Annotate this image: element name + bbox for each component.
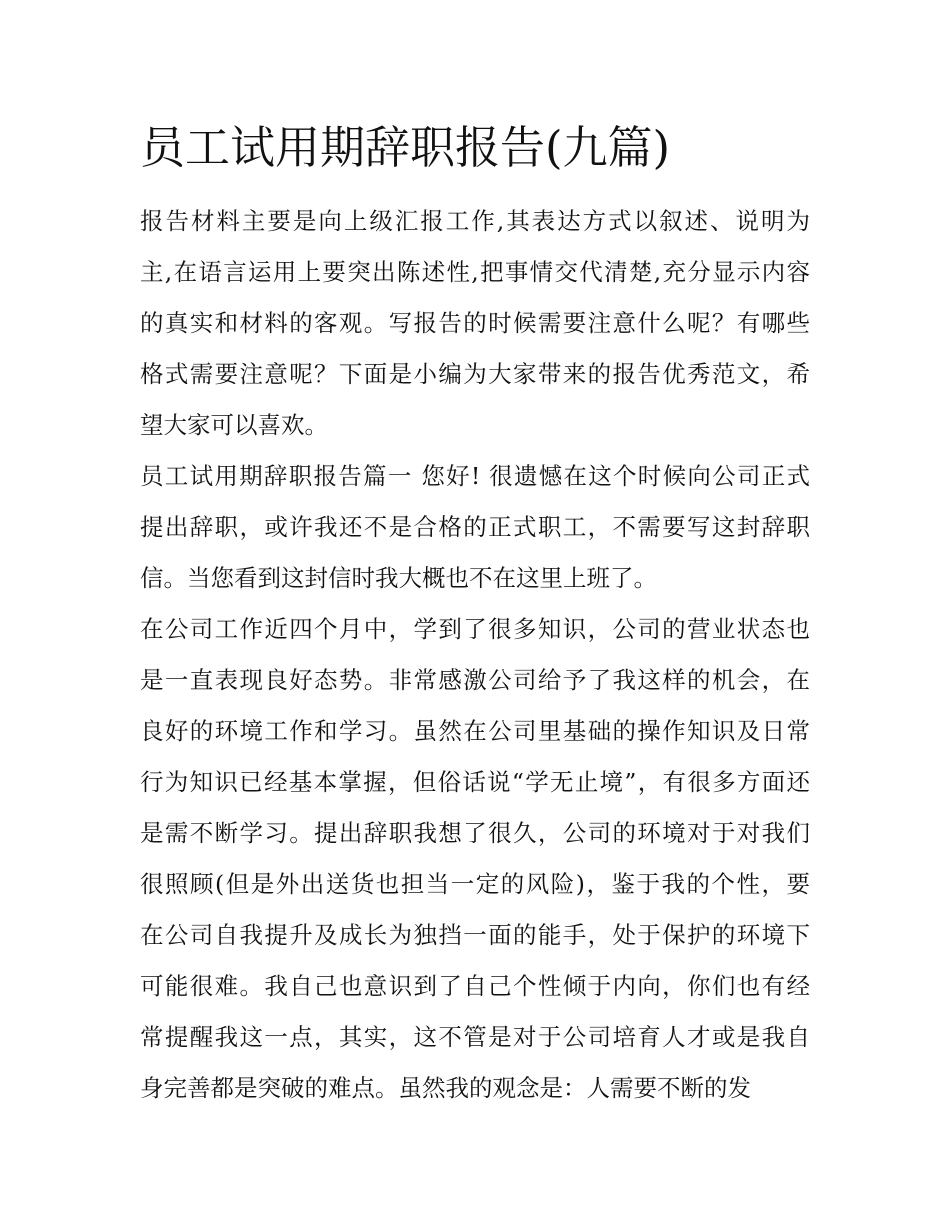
- document-title: 员工试用期辞职报告(九篇): [140, 121, 671, 174]
- paragraph-line: 良好的环境工作和学习。虽然在公司里基础的操作知识及日常: [140, 717, 810, 745]
- paragraph-line: 望大家可以喜欢。: [140, 411, 328, 439]
- paragraph-line: 提出辞职，或许我还不是合格的正式职工，不需要写这封辞职: [140, 513, 810, 541]
- paragraph-line: 很照顾(但是外出送货也担当一定的风险)，鉴于我的个性，要: [140, 870, 810, 898]
- paragraph-line: 在公司自我提升及成长为独挡一面的能手，处于保护的环境下: [140, 921, 810, 949]
- paragraph-line: 是一直表现良好态势。非常感激公司给予了我这样的机会，在: [140, 666, 810, 694]
- document-body: [140, 196, 816, 1114]
- paragraph-line: 的真实和材料的客观。写报告的时候需要注意什么呢？有哪些: [140, 309, 810, 337]
- paragraph-line: 报告材料主要是向上级汇报工作,其表达方式以叙述、说明为: [140, 207, 810, 235]
- paragraph-line: 格式需要注意呢？下面是小编为大家带来的报告优秀范文，希: [140, 360, 810, 388]
- paragraph-line: 员工试用期辞职报告篇一 您好! 很遗憾在这个时候向公司正式: [140, 462, 810, 490]
- paragraph-line: 行为知识已经基本掌握，但俗话说“学无止境”，有很多方面还: [140, 768, 810, 796]
- paragraph-line: 主,在语言运用上要突出陈述性,把事情交代清楚,充分显示内容: [140, 258, 810, 286]
- paragraph-line: 身完善都是突破的难点。虽然我的观念是：人需要不断的发: [140, 1074, 751, 1102]
- paragraph-line: 可能很难。我自己也意识到了自己个性倾于内向，你们也有经: [140, 972, 810, 1000]
- paragraph-line: 在公司工作近四个月中，学到了很多知识，公司的营业状态也: [140, 615, 810, 643]
- paragraph-line: 是需不断学习。提出辞职我想了很久，公司的环境对于对我们: [140, 819, 810, 847]
- paragraph-line: 信。当您看到这封信时我大概也不在这里上班了。: [140, 564, 657, 592]
- paragraph-line: 常提醒我这一点，其实，这不管是对于公司培育人才或是我自: [140, 1023, 810, 1051]
